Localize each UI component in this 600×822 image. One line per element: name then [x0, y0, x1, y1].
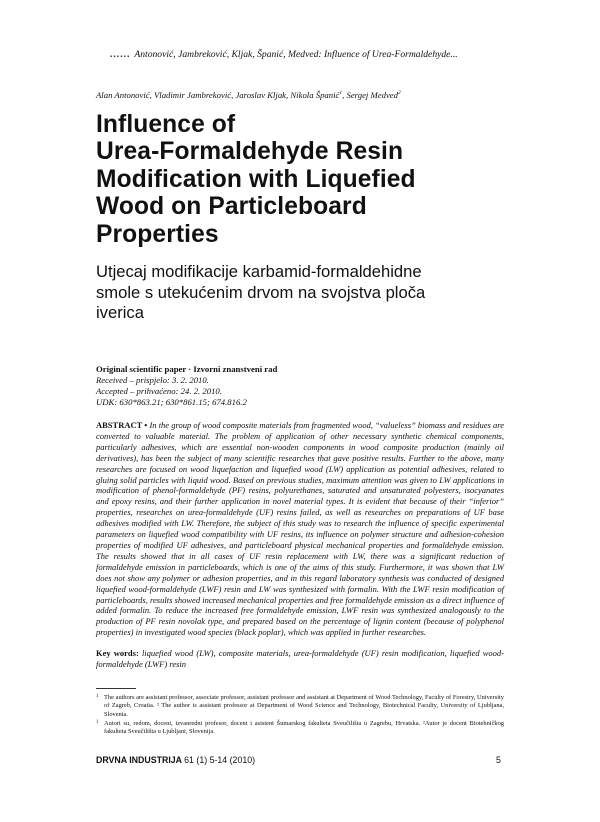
keywords-text: liquefied wood (LW), composite materials, urea-formaldehyde (UF) resin modification, liquefied wood-formaldehyde (LWF) resin [96, 648, 504, 669]
subtitle-line: smole s utekućenim drvom na svojstva ploča [96, 282, 426, 302]
page-number: 5 [496, 755, 501, 765]
title-line: Properties [96, 220, 219, 248]
footnote-text: The authors are assistant professor, associate professor, assistant professor and assistant at Department of Wood Technology, Faculty of Forestry, University of Zagreb, Croatia. ² The author is assistant professor at Department of Wood Science and Technology, Biotechnical Faculty, University of Ljubljana, Slovenia. [104, 694, 504, 718]
author-last-name: , Sergej Medved [342, 90, 399, 100]
abstract-text: In the group of wood composite materials from fragmented wood, “valueless” biomass and residues are converted to valuable material. The problem of application of other necessary synthetic chemical components, particularly adhesives, which are essential non-wooden components in wood composite production (mainly oil derivatives), has been the subject of many scientific researches that gave positive results. Further to the above, many researches are focused on wood liquefaction and liquefied wood (LW) application as potential adhesives, related to gluing solid particles with liquid wood. Based on previous studies, maximum attention was given to LW applications in modification of phenol-formaldehyde (PF) resins, polyurethanes, saturated and unsaturated polyesters, isocyanates and epoxy resins, and their further application in novel material types. It is evident that because of their “inferior” properties, researches on urea-formaldehyde (UF) resins failed, as well as researches on preparations of UF base adhesives modified with LW. Therefore, the subject of this study was to research the influence of specific experimental parameters on liquefied wood compatibility with UF resins, its influence on polymer structure and adhesion-cohesion properties of modified UF adhesives, and particleboard physical mechanical properties and formaldehyde emission. The results showed that in all cases of UF resin replacement with LW, there was a significant reduction of formaldehyde emission in particleboards, which is one of the aims of this study. Furthermore, it was shown that LW does not show any polymer or adhesion properties, and in this regard laboratory synthesis was conducted of designed liquefied wood-formaldehyde (LWF) resin and LW was synthesized with formalin. With the LWF resin modification of particleboards, results showed increased mechanical properties and free formaldehyde emission as a direct influence of added formalin. To reduce the increased free formaldehyde emission, LWF resin was synthesized analogously to the production of PF resin novolak type, and prepared based on the percentage of lignin content (because of polyphenol properties) in investigated wood species (black poplar), which was applied in further researches. [96, 420, 505, 638]
title-line: Urea-Formaldehyde Resin [96, 138, 404, 166]
footnote-divider [96, 688, 136, 689]
title-line: Modification with Liquefied [96, 165, 416, 193]
author-footnote-mark-2: 2 [398, 90, 401, 97]
keywords [96, 648, 504, 670]
header-dots: ...... [110, 49, 131, 60]
title-line: Wood on Particleboard [96, 193, 367, 221]
abstract [96, 420, 504, 638]
udk-code: UDK: 630*863.21; 630*861.15; 674.816.2 [96, 397, 247, 407]
author-names: Alan Antonović, Vladimir Jambreković, Jaroslav Kljak, Nikola Španić [96, 90, 340, 100]
paper-type: Original scientific paper · Izvorni znanstveni rad [96, 364, 278, 374]
subtitle-line: iverica [96, 303, 144, 322]
footnote-mark: 1 [96, 720, 99, 725]
received-date: Received – prispjelo: 3. 2. 2010. [96, 375, 209, 385]
keywords-label: Key words: [96, 648, 139, 658]
journal-issue: 61 (1) 5-14 (2010) [184, 755, 256, 765]
authors-line [96, 90, 556, 100]
accepted-date: Accepted – prihvaćeno: 24. 2. 2010. [96, 386, 222, 396]
subtitle-line: Utjecaj modifikacije karbamid-formaldehidne [96, 262, 422, 281]
abstract-label: ABSTRACT • [96, 420, 148, 430]
author-footnote-mark-1: 1 [339, 90, 343, 97]
footnote-text: Autori su, redom, docent, izvanredni profesor, docent i asistent Šumarskog fakulteta Sveučilišta u Zagrebu, Hrvatska. ²Autor je docent Biotehničkog fakulteta Sveučilišta u Ljubljani, Slovenija. [104, 720, 504, 736]
title-line: Influence of [96, 111, 236, 138]
footnote-english [96, 694, 504, 719]
journal-name: DRVNA INDUSTRIJA [96, 755, 182, 765]
running-header-text: Antonović, Jambreković, Kljak, Španić, Medved: Influence of Urea-Formaldehyde... [134, 49, 458, 60]
paper-title [96, 111, 566, 248]
running-header [110, 49, 570, 60]
footnote-croatian [96, 720, 504, 737]
paper-subtitle [96, 262, 536, 324]
footer-journal [96, 755, 255, 765]
footnote-mark: 1 [96, 694, 99, 699]
